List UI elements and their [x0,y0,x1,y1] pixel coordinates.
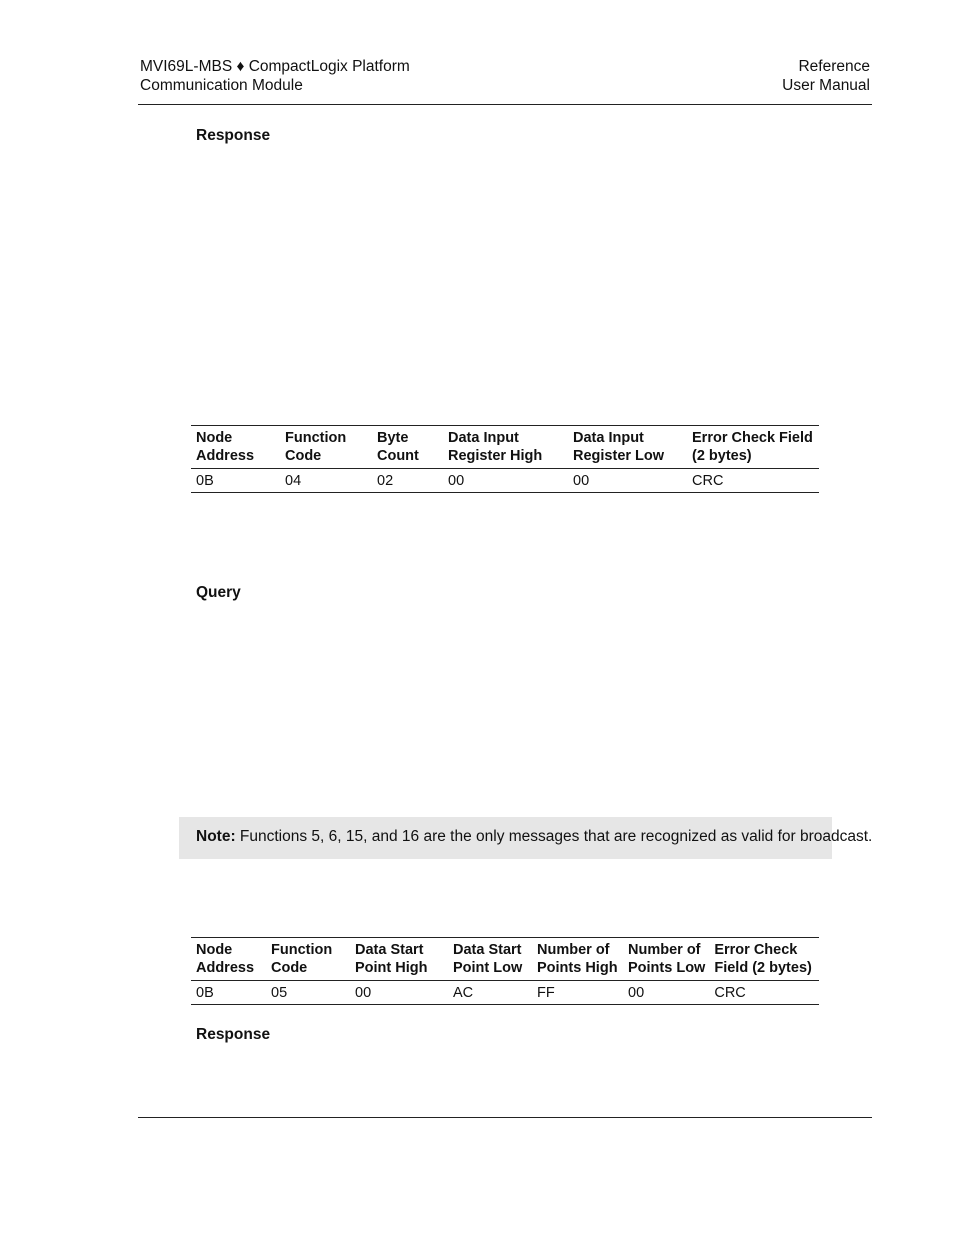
table-cell: 00 [623,981,709,1005]
table-cell: 00 [350,981,448,1005]
table-row [191,981,819,1005]
table-cell: FF [532,981,623,1005]
footer-divider [138,1117,872,1118]
col-data-input-register-low: Data Input Register Low [568,426,687,469]
response-heading: Response [196,127,271,144]
header-doc-title: User Manual [782,77,870,94]
table-cell: CRC [687,469,819,493]
col-data-start-point-high: Data Start Point High [350,938,448,981]
col-number-of-points-high: Number of Points High [532,938,623,981]
force-single-coil-query-table [191,937,819,1005]
table-cell: 05 [266,981,350,1005]
col-data-input-register-high: Data Input Register High [443,426,568,469]
header-product-title: MVI69L-MBS ♦ CompactLogix Platform [140,58,410,75]
table-cell: AC [448,981,532,1005]
header-right [782,57,870,95]
note-text: Functions 5, 6, 15, and 16 are the only messages that are recognized as valid for broadcast. [235,828,873,845]
read-input-registers-response-table [191,425,819,493]
col-node-address: Node Address [191,938,266,981]
col-error-check-field: Error Check Field (2 bytes) [709,938,819,981]
broadcast-note [179,817,873,859]
table-header-row [191,938,819,981]
table-cell: 0B [191,469,280,493]
table-cell: 00 [443,469,568,493]
header-divider [138,104,872,105]
header-product-subtitle: Communication Module [140,77,303,94]
table-cell: CRC [709,981,819,1005]
col-function-code: Function Code [280,426,372,469]
table-cell: 02 [372,469,443,493]
col-error-check-field: Error Check Field (2 bytes) [687,426,819,469]
header-left [140,57,410,95]
response-heading-2: Response [196,1026,271,1043]
col-node-address: Node Address [191,426,280,469]
table-header-row [191,426,819,469]
table-cell: 0B [191,981,266,1005]
table-cell: 04 [280,469,372,493]
query-heading: Query [196,584,241,601]
table-cell: 00 [568,469,687,493]
header-section-title: Reference [798,58,870,75]
col-function-code: Function Code [266,938,350,981]
col-number-of-points-low: Number of Points Low [623,938,709,981]
note-label: Note: [196,828,236,845]
table-row [191,469,819,493]
col-data-start-point-low: Data Start Point Low [448,938,532,981]
col-byte-count: Byte Count [372,426,443,469]
